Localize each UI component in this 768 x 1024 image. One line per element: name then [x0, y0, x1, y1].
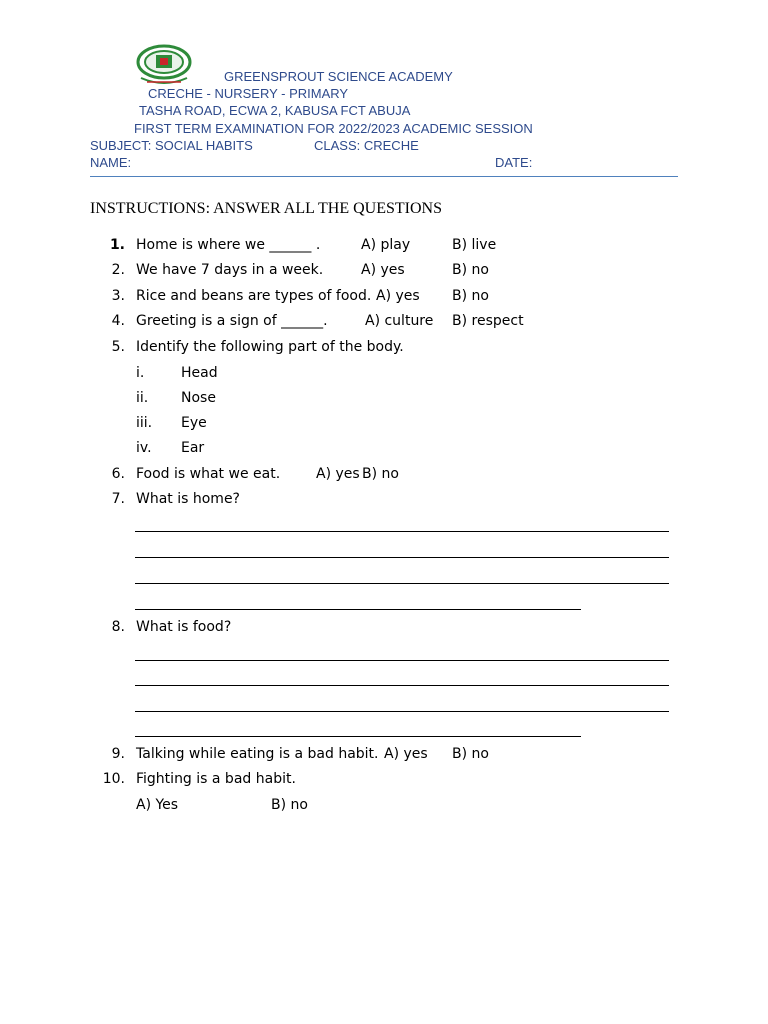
option-a[interactable]: A) yes [361, 262, 405, 278]
option-a[interactable]: A) yes [316, 466, 360, 482]
school-name: GREENSPROUT SCIENCE ACADEMY [224, 69, 453, 84]
question-number: 10. [102, 771, 125, 787]
body-part-label: Nose [181, 390, 216, 406]
question-text: Greeting is a sign of ______. [136, 313, 328, 329]
option-b[interactable]: B) no [452, 262, 489, 278]
body-part-label: Head [181, 365, 218, 381]
header-divider [90, 176, 678, 177]
option-b[interactable]: B) no [271, 797, 308, 813]
option-b[interactable]: B) respect [452, 313, 524, 329]
answer-line[interactable] [135, 685, 669, 686]
name-field[interactable]: NAME: [90, 155, 132, 170]
question-text: We have 7 days in a week. [136, 262, 324, 278]
question-text: What is food? [136, 619, 232, 635]
question-number: 3. [111, 288, 125, 304]
answer-line[interactable] [135, 736, 581, 737]
school-levels: CRECHE - NURSERY - PRIMARY [148, 86, 349, 101]
question-text: Fighting is a bad habit. [136, 771, 296, 787]
question-text: What is home? [136, 491, 240, 507]
body-part-numeral: iv. [136, 440, 152, 456]
question-text: Rice and beans are types of food. [136, 288, 372, 304]
body-part-numeral: i. [136, 365, 145, 381]
answer-line[interactable] [135, 660, 669, 661]
question-number: 6. [111, 466, 125, 482]
question-number: 4. [111, 313, 125, 329]
body-part-label: Eye [181, 415, 207, 431]
answer-line[interactable] [135, 609, 581, 610]
body-part-numeral: iii. [136, 415, 153, 431]
option-b[interactable]: B) no [362, 466, 399, 482]
option-a[interactable]: A) play [361, 237, 411, 253]
answer-line[interactable] [135, 531, 669, 532]
date-field[interactable]: DATE: [495, 155, 533, 170]
body-part-label: Ear [181, 440, 205, 456]
question-number: 5. [111, 339, 125, 355]
subject-label: SUBJECT: SOCIAL HABITS [90, 138, 253, 153]
question-number: 9. [111, 746, 125, 762]
exam-title: FIRST TERM EXAMINATION FOR 2022/2023 ACADEMIC SESSION [134, 121, 533, 136]
question-number: 7. [111, 491, 125, 507]
answer-line[interactable] [135, 557, 669, 558]
question-number: 8. [111, 619, 125, 635]
option-b[interactable]: B) no [452, 288, 489, 304]
body-part-numeral: ii. [136, 390, 149, 406]
school-crest-logo [133, 44, 195, 86]
question-text: Talking while eating is a bad habit. [136, 746, 379, 762]
option-b[interactable]: B) no [452, 746, 489, 762]
option-b[interactable]: B) live [452, 237, 497, 253]
class-label: CLASS: CRECHE [314, 138, 419, 153]
question-text: Food is what we eat. [136, 466, 281, 482]
question-number: 1. [109, 237, 125, 253]
option-a[interactable]: A) Yes [136, 797, 179, 813]
question-number: 2. [111, 262, 125, 278]
option-a[interactable]: A) yes [384, 746, 428, 762]
option-a[interactable]: A) yes [376, 288, 420, 304]
school-address: TASHA ROAD, ECWA 2, KABUSA FCT ABUJA [139, 103, 411, 118]
question-text: Identify the following part of the body. [136, 339, 404, 355]
question-text: Home is where we ______ . [136, 237, 321, 253]
option-a[interactable]: A) culture [365, 313, 434, 329]
answer-line[interactable] [135, 711, 669, 712]
instructions-heading: INSTRUCTIONS: ANSWER ALL THE QUESTIONS [90, 200, 443, 217]
answer-line[interactable] [135, 583, 669, 584]
